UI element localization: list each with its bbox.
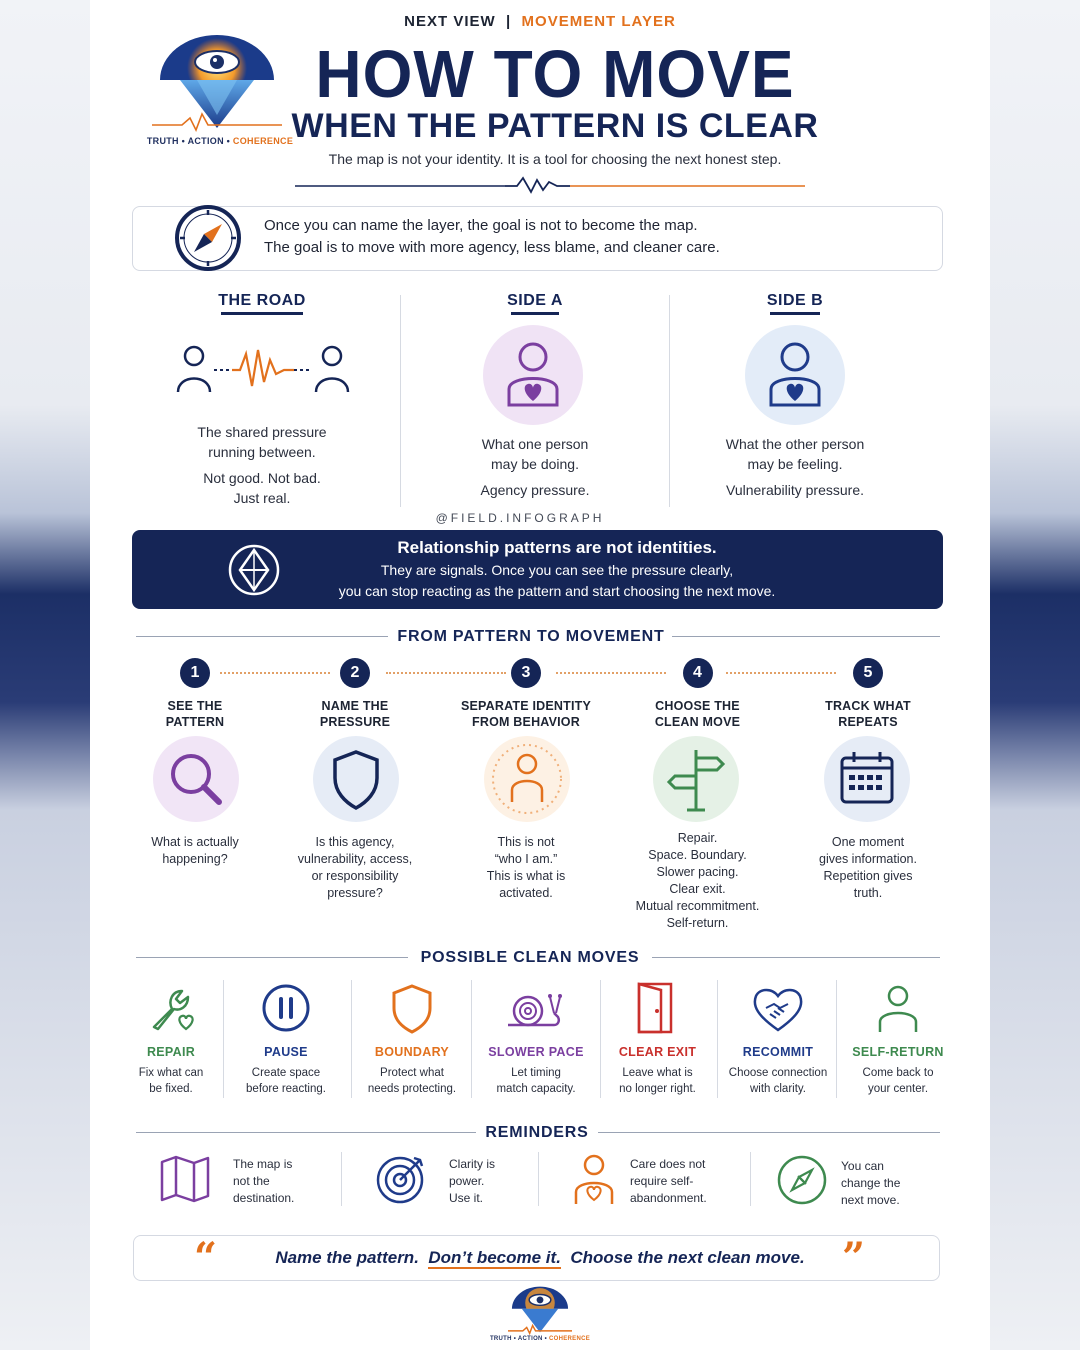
step-4-text: Repair. Space. Boundary. Slower pacing. Clear exit. Mutual recommitment. Self-return.: [635, 831, 760, 930]
move-recommit: RECOMMIT Choose connection with clarity.: [728, 1045, 828, 1095]
intro-text: Once you can name the layer, the goal is not to become the map. The goal is to move with more agency, less blame, and cleaner care.: [264, 217, 720, 256]
key-banner: [132, 530, 943, 609]
reminder-4: You can change the next move.: [841, 1159, 901, 1207]
step-3-circle: [484, 736, 570, 822]
step-title: NAME THE PRESSURE: [319, 699, 391, 729]
section-title-steps: FROM PATTERN TO MOVEMENT: [397, 628, 665, 645]
column-side-b: [680, 292, 910, 315]
step-4: [620, 658, 775, 730]
step-number: 2: [340, 658, 370, 688]
closing-quote: Name the pattern. Don’t become it. Choose the next clean move.: [275, 1248, 805, 1267]
step-number: 4: [683, 658, 713, 688]
reminder-2: Clarity is power. Use it.: [449, 1157, 496, 1205]
person-heart-purple-icon: [483, 325, 583, 425]
step-title: SEE THE PATTERN: [165, 699, 225, 729]
move-self-return: SELF-RETURN Come back to your center.: [852, 1045, 944, 1095]
person-self-care-icon: [570, 1152, 618, 1208]
footer-logo-icon: [508, 1284, 572, 1336]
snail-icon: [504, 985, 564, 1033]
step-title: TRACK WHAT REPEATS: [825, 699, 911, 729]
step-2-circle: [313, 736, 399, 822]
section-rule: [136, 957, 408, 958]
pause-icon: [260, 982, 312, 1034]
column-title: THE ROAD: [218, 292, 306, 309]
quote-close-mark: ”: [842, 1234, 866, 1281]
step-number: 1: [180, 658, 210, 688]
watermark: @FIELD.INFOGRAPH: [435, 511, 605, 525]
move-divider: [223, 980, 224, 1098]
step-4-circle: [653, 736, 739, 822]
side-a-circle: [483, 325, 583, 425]
header-kicker: NEXT VIEW | MOVEMENT LAYER: [404, 13, 676, 30]
section-rule: [652, 957, 940, 958]
person-outline-icon: [874, 982, 922, 1036]
diamond-compass-icon: [226, 542, 282, 598]
eye-crystal-logo-icon: [152, 30, 282, 135]
right-blur-edge: [990, 0, 1080, 1350]
page-tagline: The map is not your identity. It is a tool for choosing the next honest step.: [328, 151, 782, 167]
brand-tagline: TRUTH • ACTION • COHERENCE: [146, 136, 294, 146]
title-underline: [221, 312, 303, 315]
reminder-3: Care does not require self- abandonment.: [630, 1157, 707, 1205]
step-2: [280, 658, 430, 730]
shield-outline-icon: [386, 982, 438, 1034]
step-number: 5: [853, 658, 883, 688]
step-1-circle: [153, 736, 239, 822]
step-5-circle: [824, 736, 910, 822]
calendar-icon: [824, 736, 910, 822]
move-repair: REPAIR Fix what can be fixed.: [138, 1045, 204, 1095]
person-heart-blue-icon: [745, 325, 845, 425]
step-3-text: This is not “who I am.” This is what is activated.: [486, 835, 566, 900]
step-title: CHOOSE THE CLEAN MOVE: [654, 699, 741, 729]
magnifier-icon: [153, 736, 239, 822]
move-boundary: BOUNDARY Protect what needs protecting.: [367, 1045, 457, 1095]
shield-icon: [313, 736, 399, 822]
column-divider: [669, 295, 670, 507]
move-pause: PAUSE Create space before reacting.: [246, 1045, 326, 1095]
left-blur-edge: [0, 0, 90, 1350]
compass-icon: [174, 204, 242, 272]
reminder-divider: [538, 1152, 539, 1206]
signpost-icon: [653, 736, 739, 822]
column-divider: [400, 295, 401, 507]
column-the-road: [152, 292, 372, 315]
door-exit-icon: [633, 980, 677, 1036]
section-title-moves: POSSIBLE CLEAN MOVES: [420, 949, 640, 966]
page-title: HOW TO MOVE: [315, 36, 795, 112]
column-the-road-text: The shared pressure running between. Not good. Not bad. Just real.: [197, 424, 327, 506]
step-1: [120, 658, 270, 730]
move-slower-pace: SLOWER PACE Let timing match capacity.: [488, 1045, 584, 1095]
title-underline: [770, 312, 820, 315]
section-rule: [598, 1132, 940, 1133]
section-title-reminders: REMINDERS: [485, 1124, 589, 1141]
step-2-text: Is this agency, vulnerability, access, or responsibility pressure?: [297, 835, 413, 900]
heartbeat-divider-icon: [295, 174, 805, 194]
compass-green-icon: [776, 1154, 828, 1206]
banner-line: They are signals. Once you can see the pressure clearly,: [380, 562, 734, 578]
column-title: SIDE A: [507, 292, 563, 309]
section-rule: [136, 1132, 476, 1133]
step-5: [793, 658, 943, 730]
step-title: SEPARATE IDENTITY FROM BEHAVIOR: [460, 699, 592, 729]
two-people-pressure-icon: [174, 342, 352, 398]
brand-logo: [152, 30, 282, 135]
heart-handshake-icon: [750, 984, 806, 1034]
reminder-divider: [750, 1152, 751, 1206]
quote-open-mark: “: [194, 1234, 218, 1281]
section-rule: [672, 636, 940, 637]
column-side-a: [420, 292, 650, 315]
step-3: [446, 658, 606, 730]
dotted-person-icon: [484, 736, 570, 822]
step-number: 3: [511, 658, 541, 688]
target-icon: [374, 1152, 428, 1206]
step-1-text: What is actually happening?: [151, 835, 239, 866]
move-clear-exit: CLEAR EXIT Leave what is no longer right.: [618, 1045, 697, 1095]
reminder-1: The map is not the destination.: [233, 1157, 295, 1205]
column-side-b-text: What the other person may be feeling. Vulnerability pressure.: [725, 436, 865, 498]
page-subtitle: WHEN THE PATTERN IS CLEAR: [291, 107, 819, 145]
title-underline: [511, 312, 559, 315]
infographic-page: [90, 0, 990, 1350]
wrench-heart-icon: [146, 983, 198, 1035]
map-icon: [158, 1154, 212, 1204]
column-title: SIDE B: [766, 292, 824, 309]
banner-line: you can stop reacting as the pattern and start choosing the next move.: [338, 583, 776, 599]
footer-tagline: TRUTH • ACTION • COHERENCE: [489, 1336, 591, 1342]
reminder-divider: [341, 1152, 342, 1206]
section-rule: [136, 636, 388, 637]
step-5-text: One moment gives information. Repetition gives truth.: [819, 835, 917, 900]
column-side-a-text: What one person may be doing. Agency pressure.: [480, 436, 590, 498]
side-b-circle: [745, 325, 845, 425]
banner-title: Relationship patterns are not identities.: [397, 538, 717, 557]
